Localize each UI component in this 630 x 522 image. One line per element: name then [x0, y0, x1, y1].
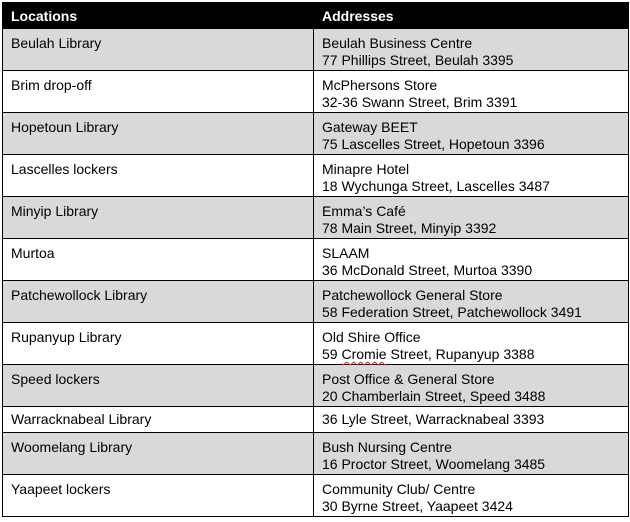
- address-line-1: 36 Lyle Street, Warracknabeal 3393: [322, 411, 545, 427]
- spellcheck-flagged-word[interactable]: Cromie: [341, 346, 387, 362]
- address-line-2: 75 Lascelles Street, Hopetoun 3396: [322, 136, 545, 152]
- location-name: Brim drop-off: [11, 77, 92, 93]
- table-row: [3, 29, 629, 71]
- location-name: Patchewollock Library: [11, 287, 148, 303]
- table-row: [3, 239, 629, 281]
- address-line-2: 58 Federation Street, Patchewollock 3491: [322, 304, 582, 320]
- location-cell: [3, 197, 314, 239]
- table-row: [3, 113, 629, 155]
- table-row: [3, 281, 629, 323]
- address-cell: [314, 433, 629, 475]
- location-cell: [3, 29, 314, 71]
- location-cell: [3, 407, 314, 433]
- address-number: 59: [322, 346, 342, 362]
- locations-table: [2, 2, 629, 517]
- address-line-1: Old Shire Office: [322, 329, 421, 345]
- table-row: [3, 155, 629, 197]
- address-cell: [314, 197, 629, 239]
- address-line-2: 32-36 Swann Street, Brim 3391: [322, 94, 518, 110]
- address-line-1: Post Office & General Store: [322, 371, 495, 387]
- location-cell: [3, 155, 314, 197]
- location-name: Warracknabeal Library: [11, 411, 152, 427]
- location-name: Rupanyup Library: [11, 329, 122, 345]
- location-cell: [3, 113, 314, 155]
- address-line-2: 20 Chamberlain Street, Speed 3488: [322, 388, 546, 404]
- address-cell: [314, 113, 629, 155]
- address-cell: [314, 29, 629, 71]
- address-cell: [314, 155, 629, 197]
- location-cell: [3, 475, 314, 517]
- location-name: Hopetoun Library: [11, 119, 119, 135]
- address-remainder: Street, Rupanyup 3388: [386, 346, 535, 362]
- location-name: Yaapeet lockers: [11, 481, 111, 497]
- location-name: Beulah Library: [11, 35, 102, 51]
- location-name: Minyip Library: [11, 203, 99, 219]
- table-row: [3, 71, 629, 113]
- address-line-1: Emma’s Café: [322, 203, 406, 219]
- address-line-2: [322, 346, 628, 363]
- address-cell: [314, 365, 629, 407]
- address-line-2: 78 Main Street, Minyip 3392: [322, 220, 497, 236]
- location-name: Lascelles lockers: [11, 161, 118, 177]
- address-line-2: 30 Byrne Street, Yaapeet 3424: [322, 498, 513, 514]
- address-cell: [314, 407, 629, 433]
- table-row: [3, 407, 629, 433]
- address-line-2: 36 McDonald Street, Murtoa 3390: [322, 262, 533, 278]
- location-name: Speed lockers: [11, 371, 100, 387]
- address-line-1: Gateway BEET: [322, 119, 418, 135]
- address-line-1: Patchewollock General Store: [322, 287, 503, 303]
- address-line-1: SLAAM: [322, 245, 370, 261]
- address-cell: [314, 323, 629, 365]
- table-header-row: [3, 3, 629, 29]
- address-line-2: 16 Proctor Street, Woomelang 3485: [322, 456, 546, 472]
- table-row: [3, 475, 629, 517]
- address-line-1: Community Club/ Centre: [322, 481, 476, 497]
- location-name: Woomelang Library: [11, 439, 133, 455]
- address-cell: [314, 71, 629, 113]
- location-cell: [3, 433, 314, 475]
- header-locations: Locations: [3, 3, 314, 29]
- table-row: [3, 365, 629, 407]
- address-line-2: 18 Wychunga Street, Lascelles 3487: [322, 178, 550, 194]
- location-cell: [3, 281, 314, 323]
- table-row: [3, 197, 629, 239]
- address-line-1: McPhersons Store: [322, 77, 438, 93]
- table-row: [3, 323, 629, 365]
- header-addresses: Addresses: [314, 3, 629, 29]
- location-cell: [3, 365, 314, 407]
- location-name: Murtoa: [11, 245, 55, 261]
- address-line-1: Beulah Business Centre: [322, 35, 473, 51]
- table-row: [3, 433, 629, 475]
- location-cell: [3, 71, 314, 113]
- address-line-1: Bush Nursing Centre: [322, 439, 452, 455]
- address-line-1: Minapre Hotel: [322, 161, 410, 177]
- address-cell: [314, 281, 629, 323]
- address-cell: [314, 475, 629, 517]
- address-line-2: 77 Phillips Street, Beulah 3395: [322, 52, 514, 68]
- location-cell: [3, 239, 314, 281]
- location-cell: [3, 323, 314, 365]
- address-cell: [314, 239, 629, 281]
